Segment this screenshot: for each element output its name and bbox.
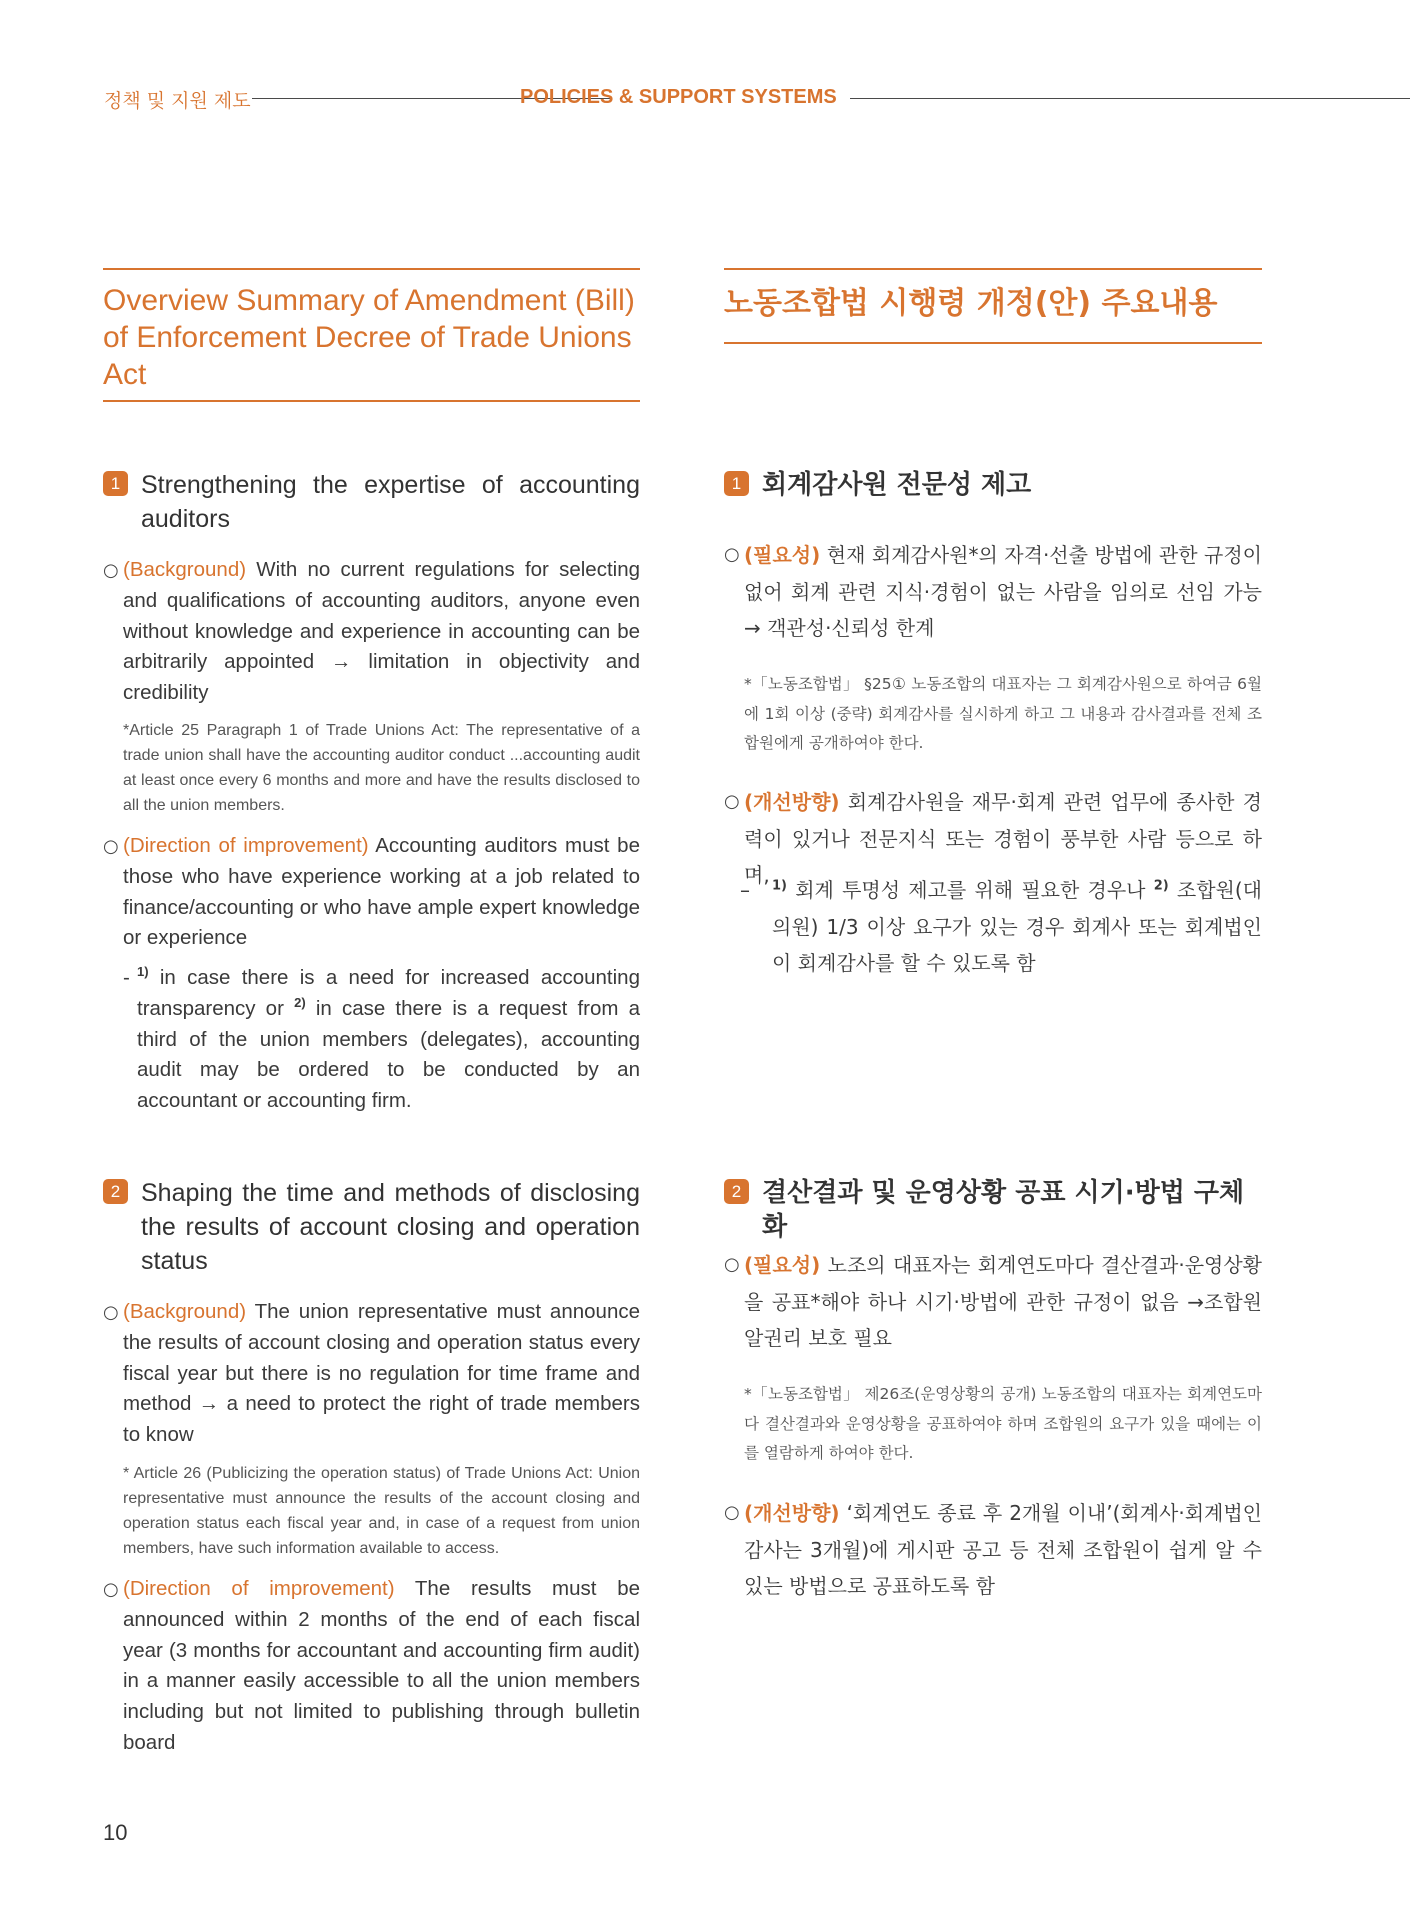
title-korean-box <box>724 268 1262 344</box>
circle-bullet-icon: ○ <box>724 1502 740 1523</box>
page-number: 10 <box>103 1820 128 1845</box>
paragraph-text: ‘회계연도 종료 후 2개월 이내’(회계사·회계법인 감사는 3개월)에 게시판 공고 등 전체 조합원이 쉽게 알 수 있는 방법으로 공표하도록 함 <box>744 1501 1262 1598</box>
kr-section-1-title: 회계감사원 전문성 제고 <box>762 470 1032 500</box>
paragraph-text: 현재 회계감사원*의 자격·선출 방법에 관한 규정이 없어 회계 관련 지식·경험이 없는 사람을 임의로 선임 가능→ 객관성·신뢰성 한계 <box>744 543 1262 640</box>
paragraph-text: 회계감사원을 재무·회계 관련 업무에 종사한 경력이 있거나 전문지식 또는 경험이 풍부한 사람 등으로 하며, <box>744 790 1262 887</box>
label-background: (Background) <box>123 558 247 581</box>
kr-section-1-heading <box>724 468 1262 502</box>
label-direction: (개선방향) <box>744 790 840 814</box>
circle-bullet-icon: ○ <box>724 791 740 812</box>
paragraph-text: With no current regulations for selecting and qualifications of accounting auditors, anyone even without knowledge and experience in accounting can be arbitrarily appointed → limitation in objectivity and credibility <box>123 558 640 705</box>
label-necessity: (필요성) <box>744 543 821 567</box>
label-direction: (개선방향) <box>744 1501 840 1525</box>
title-english: Overview Summary of Amendment (Bill) of Enforcement Decree of Trade Unions Act <box>103 284 635 391</box>
title-korean: 노동조합법 시행령 개정(안) 주요내용 <box>724 286 1218 321</box>
label-direction: (Direction of improvement) <box>123 1577 395 1600</box>
en-s2-footnote: * Article 26 (Publicizing the operation status) of Trade Unions Act: Union representative must announce the results of the account closing and operation status each fiscal year and, in case of a request from union members, have such information available to access. <box>123 1465 640 1557</box>
title-english-box <box>103 268 640 402</box>
en-s2-direction <box>103 1574 640 1759</box>
kr-section-2-title: 결산결과 및 운영상황 공표 시기·방법 구체화 <box>762 1178 1245 1242</box>
paragraph-text: 노조의 대표자는 회계연도마다 결산결과·운영상황을 공표*해야 하나 시기·방법에 관한 규정이 없음 →조합원 알권리 보호 필요 <box>744 1253 1262 1350</box>
paragraph-text: The results must be announced within 2 months of the end of each fiscal year (3 months for accountant and accounting firm audit) in a manner easily accessible to all the union members including but not limited to publishing through bulletin board <box>123 1577 640 1754</box>
header-korean: 정책 및 지원 제도 <box>104 90 251 112</box>
marker-1: 1) <box>772 878 787 894</box>
label-direction: (Direction of improvement) <box>123 834 369 857</box>
marker-2: 2) <box>1153 878 1169 894</box>
label-necessity: (필요성) <box>744 1253 821 1277</box>
en-section-2-title: Shaping the time and methods of disclosing the results of account closing and operation status <box>141 1179 640 1275</box>
circle-bullet-icon: ○ <box>103 1579 119 1600</box>
sub-text-2: 조합원(대의원) 1/3 이상 요구가 있는 경우 회계사 또는 회계법인이 회계감사를 할 수 있도록 함 <box>772 878 1262 975</box>
en-section-1-title: Strengthening the expertise of accounting auditors <box>141 471 640 533</box>
kr-s2-footnote: *「노동조합법」 제26조(운영상황의 공개) 노동조합의 대표자는 회계연도마다 결산결과와 운영상황을 공표하여야 하며 조합원의 요구가 있을 때에는 이를 열람하게 하여야 한다. <box>744 1385 1262 1462</box>
en-section-1-heading <box>103 468 640 536</box>
kr-section-2-heading <box>724 1176 1262 1244</box>
en-section-2-heading <box>103 1176 640 1278</box>
header-rule-right <box>850 98 1410 99</box>
header-english: POLICIES & SUPPORT SYSTEMS <box>520 86 837 108</box>
circle-bullet-icon: ○ <box>103 1302 119 1323</box>
en-s1-sub-item <box>123 963 640 1117</box>
en-s1-background <box>103 555 640 709</box>
section-number-badge: 2 <box>103 1179 128 1204</box>
kr-s2-direction <box>724 1495 1262 1605</box>
dash-marker: – <box>740 878 750 902</box>
en-s1-direction <box>103 831 640 954</box>
kr-s1-necessity <box>724 537 1262 647</box>
en-s2-background <box>103 1297 640 1451</box>
kr-s1-footnote: *「노동조합법」 §25① 노동조합의 대표자는 그 회계감사원으로 하여금 6월에 1회 이상 (중략) 회계감사를 실시하게 하고 그 내용과 감사결과를 전체 조합원에게 공개하여야 한다. <box>744 675 1262 752</box>
section-number-badge: 1 <box>103 471 128 496</box>
kr-s1-sub-item <box>740 872 1262 982</box>
sub-text-2: in case there is a request from a third of the union members (delegates), accounting audit may be ordered to be conducted by an accountant or accounting firm. <box>137 996 641 1113</box>
sub-text-1: in case there is a need for increased accounting transparency or <box>137 966 640 1020</box>
kr-s2-necessity <box>724 1247 1262 1357</box>
paragraph-text: Accounting auditors must be those who have experience working at a job related to finance/accounting or who have ample expert knowledge or experience <box>123 834 640 950</box>
paragraph-text: The union representative must announce the results of account closing and operation status every fiscal year but there is no regulation for time frame and method → a need to protect the right of trade members to know <box>123 1300 640 1447</box>
circle-bullet-icon: ○ <box>103 836 119 857</box>
circle-bullet-icon: ○ <box>724 544 740 565</box>
circle-bullet-icon: ○ <box>103 560 119 581</box>
marker-2: 2) <box>294 994 306 1010</box>
section-number-badge: 2 <box>724 1179 749 1204</box>
running-header <box>104 86 1410 112</box>
section-number-badge: 1 <box>724 471 749 496</box>
circle-bullet-icon: ○ <box>724 1254 740 1275</box>
label-background: (Background) <box>123 1300 247 1323</box>
sub-text-1: 회계 투명성 제고를 위해 필요한 경우나 <box>787 878 1154 902</box>
en-s1-footnote: *Article 25 Paragraph 1 of Trade Unions Act: The representative of a trade union shall have the accounting auditor conduct ...accounting audit at least once every 6 months and more and have the results disclosed to all the union members. <box>123 722 640 814</box>
dash-marker: - <box>123 966 130 989</box>
marker-1: 1) <box>137 964 149 980</box>
